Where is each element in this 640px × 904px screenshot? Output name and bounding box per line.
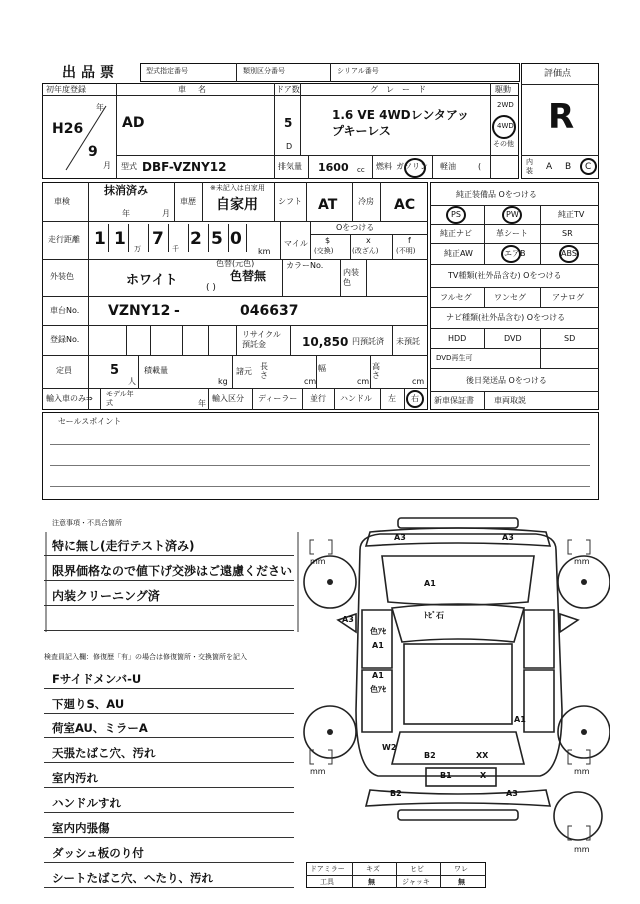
- load-label: 積載量: [144, 366, 168, 375]
- equip-sr: SR: [562, 229, 573, 238]
- inspector-label: 検査員記入欄：修復歴「有」の場合は修復箇所・交換箇所を記入: [44, 653, 247, 661]
- dmg-a1-right: A1: [514, 715, 526, 724]
- opt3: f: [408, 236, 411, 245]
- height-label: 高さ: [372, 362, 380, 380]
- chassis-number: 046637: [240, 303, 299, 319]
- repaint-label: 色替(元色): [216, 259, 255, 268]
- reg-month: 9: [88, 144, 98, 160]
- interior-c: C: [585, 162, 592, 172]
- model-year-unit: 年: [198, 399, 206, 408]
- fuel-label: 燃料: [376, 162, 392, 171]
- nav-header: ナビ種類(社外品含む) Oをつける: [446, 313, 566, 322]
- mileage-sen: 千: [172, 245, 179, 253]
- equip-abs: ABS: [561, 249, 577, 258]
- dmg-a3-bumper: A3: [506, 789, 518, 798]
- interior-b: B: [565, 162, 572, 172]
- model-year-label: モデル年式: [106, 390, 134, 407]
- opt1: $: [325, 236, 331, 245]
- nav-sd: SD: [564, 334, 576, 343]
- load-unit: kg: [218, 377, 228, 386]
- chassis-prefix: VZNY12: [108, 303, 171, 319]
- not-deposited: 未預託: [396, 337, 420, 346]
- shaken-value: 抹消済み: [104, 184, 148, 197]
- mileage-man: 万: [134, 245, 141, 253]
- drive-4wd: 4WD: [497, 122, 514, 130]
- opt3-sub: (不明): [396, 247, 416, 255]
- shaken-month-unit: 月: [162, 209, 170, 218]
- tools-jack: ジャッキ: [402, 878, 430, 886]
- equip-tv: 純正TV: [558, 210, 585, 219]
- tools-h-crack: ヒビ: [410, 865, 424, 873]
- later-warranty: 新車保証書: [434, 396, 474, 405]
- recycle-value: 10,850: [302, 335, 349, 349]
- dmg-x: X: [480, 771, 487, 780]
- dmg-a3-left: A3: [342, 615, 354, 624]
- nav-dvd: DVD: [504, 334, 522, 343]
- dmg-w2: W2: [382, 743, 397, 752]
- mileage-km: km: [258, 247, 271, 256]
- ac-value: AC: [394, 197, 416, 213]
- shift-label: シフト: [278, 197, 302, 206]
- cm2: cm: [357, 377, 370, 386]
- usage-value: 自家用: [216, 197, 258, 213]
- dmg-a3-top-left: A3: [394, 533, 406, 542]
- displacement-unit: cc: [357, 166, 365, 174]
- displacement-value: 1600: [318, 161, 349, 174]
- grade-value: 1.6 VE 4WDレンタアップキーレス: [332, 108, 470, 138]
- shaken-year-unit: 年: [122, 209, 130, 218]
- tools-h-mirror: ドアミラー: [310, 865, 345, 873]
- reg-no-label: 登録No.: [50, 335, 80, 344]
- tv-oneseg: ワンセグ: [494, 293, 526, 302]
- import-dealer: ディーラー: [258, 394, 298, 403]
- grade-score-label: 評価点: [544, 69, 572, 79]
- ac-label: 冷房: [358, 197, 374, 206]
- shift-value: AT: [318, 197, 338, 213]
- handle-right: 右: [411, 394, 419, 403]
- recycle-label: リサイクル預託金: [242, 330, 281, 349]
- equip-pw-circle: [502, 206, 522, 224]
- tv-header: TV種類(社外品含む) Oをつける: [448, 271, 562, 280]
- interior-label: 内装: [526, 158, 533, 175]
- car-name: AD: [122, 115, 145, 131]
- insp-line-2: 下廻りS、AU: [52, 697, 125, 711]
- equip-leather: 革シート: [496, 229, 528, 238]
- handle-left: 左: [388, 394, 396, 403]
- dmg-color-diff-1: 色ｱｾ: [370, 627, 386, 636]
- drive-label: 駆動: [495, 85, 511, 94]
- later-header: 後日発送品 Oをつける: [466, 376, 547, 385]
- nav-hdd: HDD: [448, 334, 467, 343]
- handle-right-circle: [406, 390, 424, 408]
- handle-label: ハンドル: [340, 394, 372, 403]
- tire-mm-1: mm: [310, 557, 326, 566]
- model-value: DBF-VZNY12: [142, 160, 227, 174]
- mileage-digit-4: 2: [190, 229, 202, 249]
- repaint-value: 色替無: [230, 269, 267, 283]
- interior-c-circle: [580, 158, 597, 175]
- cm1: cm: [304, 377, 317, 386]
- tire-mm-5: mm: [574, 845, 590, 854]
- sales-point-label: セールスポイント: [58, 417, 122, 426]
- opt1-sub: (交換): [314, 247, 334, 255]
- tools-tools-value: 無: [368, 878, 375, 886]
- form-title: 出品票: [62, 65, 119, 81]
- car-name-label: 車名: [178, 85, 218, 94]
- insp-line-9: シートたばこ穴、へたり、汚れ: [52, 871, 213, 885]
- equip-header: 純正装備品 Oをつける: [456, 190, 537, 199]
- grade-score: R: [548, 97, 575, 137]
- insp-line-3: 荷室AU、ミラーA: [52, 721, 148, 735]
- repaint-paren: ( ): [206, 283, 216, 293]
- tire-mm-2: mm: [574, 557, 590, 566]
- reg-year-unit: 年: [96, 103, 104, 112]
- equip-navi: 純正ナビ: [440, 229, 472, 238]
- dmg-b2-rear: B2: [424, 751, 436, 760]
- insp-line-5: 室内汚れ: [52, 771, 98, 785]
- fuel-other: (: [478, 162, 482, 171]
- model-label: 型式: [121, 162, 137, 171]
- mileage-digit-2: 1: [114, 229, 126, 249]
- insp-line-4: 天張たばこ穴、汚れ: [52, 746, 156, 760]
- chassis-dash: -: [174, 303, 180, 319]
- drive-4wd-circle: [492, 115, 516, 139]
- color-value: ホワイト: [126, 273, 178, 288]
- notes-label: 注意事項・不具合箇所: [52, 519, 122, 527]
- insp-line-6: ハンドルすれ: [52, 796, 121, 810]
- drive-2wd: 2WD: [497, 101, 514, 109]
- cm3: cm: [412, 377, 425, 386]
- mileage-digit-3: 7: [152, 229, 164, 249]
- dmg-a1-left-2: A1: [372, 671, 384, 680]
- dmg-color-diff-2: 色ｱｾ: [370, 685, 386, 694]
- drive-other: その他: [493, 140, 514, 148]
- equip-pw: PW: [506, 210, 519, 219]
- equip-aw: 純正AW: [444, 249, 473, 258]
- dmg-b2-bumper: B2: [390, 789, 402, 798]
- doors-unit: D: [286, 142, 293, 151]
- reg-month-unit: 月: [103, 161, 111, 170]
- tools-h-break: ワレ: [454, 865, 468, 873]
- interior-a: A: [546, 162, 553, 172]
- dmg-a3-top-right: A3: [502, 533, 514, 542]
- length-label: 長さ: [260, 362, 268, 380]
- mile-label: マイル: [284, 239, 308, 248]
- capacity-value: 5: [110, 363, 120, 378]
- import-type-label: 輸入区分: [212, 394, 244, 403]
- dmg-b1: B1: [440, 771, 452, 780]
- dmg-stone: ﾄﾋﾞ石: [424, 611, 444, 620]
- displacement-label: 排気量: [278, 162, 302, 171]
- color-no-label: カラーNo.: [286, 261, 324, 270]
- dmg-a1-hood: A1: [424, 579, 436, 588]
- opt2: x: [366, 236, 371, 245]
- reg-era: H26: [52, 121, 84, 137]
- fuel-circle: [404, 158, 426, 178]
- tools-jack-value: 無: [458, 878, 465, 886]
- opt2-sub: (改ざん): [352, 247, 379, 255]
- first-reg-label: 初年度登録: [46, 85, 86, 94]
- equip-abs-circle: [559, 245, 579, 263]
- dmg-xx: XX: [476, 751, 489, 760]
- mileage-digit-6: 0: [230, 229, 242, 249]
- shaken-label: 車検: [54, 197, 70, 206]
- circle-note: Oをつける: [336, 223, 375, 232]
- car-damage-diagram: [300, 510, 610, 850]
- equip-ps-circle: [446, 206, 466, 224]
- fuel-diesel: 軽油: [440, 162, 456, 171]
- recycle-unit: 円預託済: [352, 337, 384, 346]
- fuel-gasoline: ガソリン: [396, 162, 428, 171]
- dvd-playback: DVD再生可: [436, 354, 473, 362]
- doors-label: ドア数: [276, 85, 300, 94]
- dmg-a1-left-1: A1: [372, 641, 384, 650]
- tire-mm-3: mm: [310, 767, 326, 776]
- chassis-label: 車台No.: [50, 306, 80, 315]
- insp-line-7: 室内内張傷: [52, 821, 110, 835]
- mileage-digit-1: 1: [94, 229, 106, 249]
- serial-label: シリアル番号: [337, 67, 379, 75]
- capacity-unit: 人: [128, 377, 136, 386]
- usage-label: 車歴: [180, 197, 196, 206]
- color-label: 外装色: [50, 272, 74, 281]
- interior-color-label: 内装色: [343, 268, 359, 287]
- insp-line-1: Fサイドメンバ-U: [52, 672, 142, 686]
- usage-note: ※未記入は自家用: [210, 184, 265, 192]
- capacity-label: 定員: [56, 366, 72, 375]
- equip-airbag: エアB: [504, 249, 526, 258]
- import-label: 輸入車のみ⇒: [46, 394, 93, 403]
- note-line-2: 限界価格なので値下げ交渉はご遠慮ください: [52, 564, 293, 578]
- note-line-1: 特に無し(走行テスト済み): [52, 539, 195, 553]
- equip-ps: PS: [451, 210, 461, 219]
- insp-line-8: ダッシュ板のり付: [52, 846, 144, 860]
- mileage-label: 走行距離: [48, 235, 80, 244]
- equip-airbag-circle: [501, 245, 521, 263]
- tv-analog: アナログ: [552, 293, 584, 302]
- import-parallel: 並行: [310, 394, 326, 403]
- tire-mm-4: mm: [574, 767, 590, 776]
- doors-value: 5: [284, 116, 293, 130]
- category-number-label: 類別区分番号: [243, 67, 285, 75]
- tools-h-scratch: キズ: [366, 865, 380, 873]
- grade-label: グレード: [370, 85, 434, 94]
- tools-tools: 工具: [320, 878, 334, 886]
- model-designation-label: 型式指定番号: [146, 67, 188, 75]
- width-label: 幅: [318, 364, 326, 373]
- tv-fullseg: フルセグ: [440, 293, 472, 302]
- note-line-3: 内装クリーニング済: [52, 589, 160, 603]
- spec-label: 諸元: [236, 367, 252, 376]
- mileage-digit-5: 5: [211, 229, 223, 249]
- later-manual: 車両取説: [494, 396, 526, 405]
